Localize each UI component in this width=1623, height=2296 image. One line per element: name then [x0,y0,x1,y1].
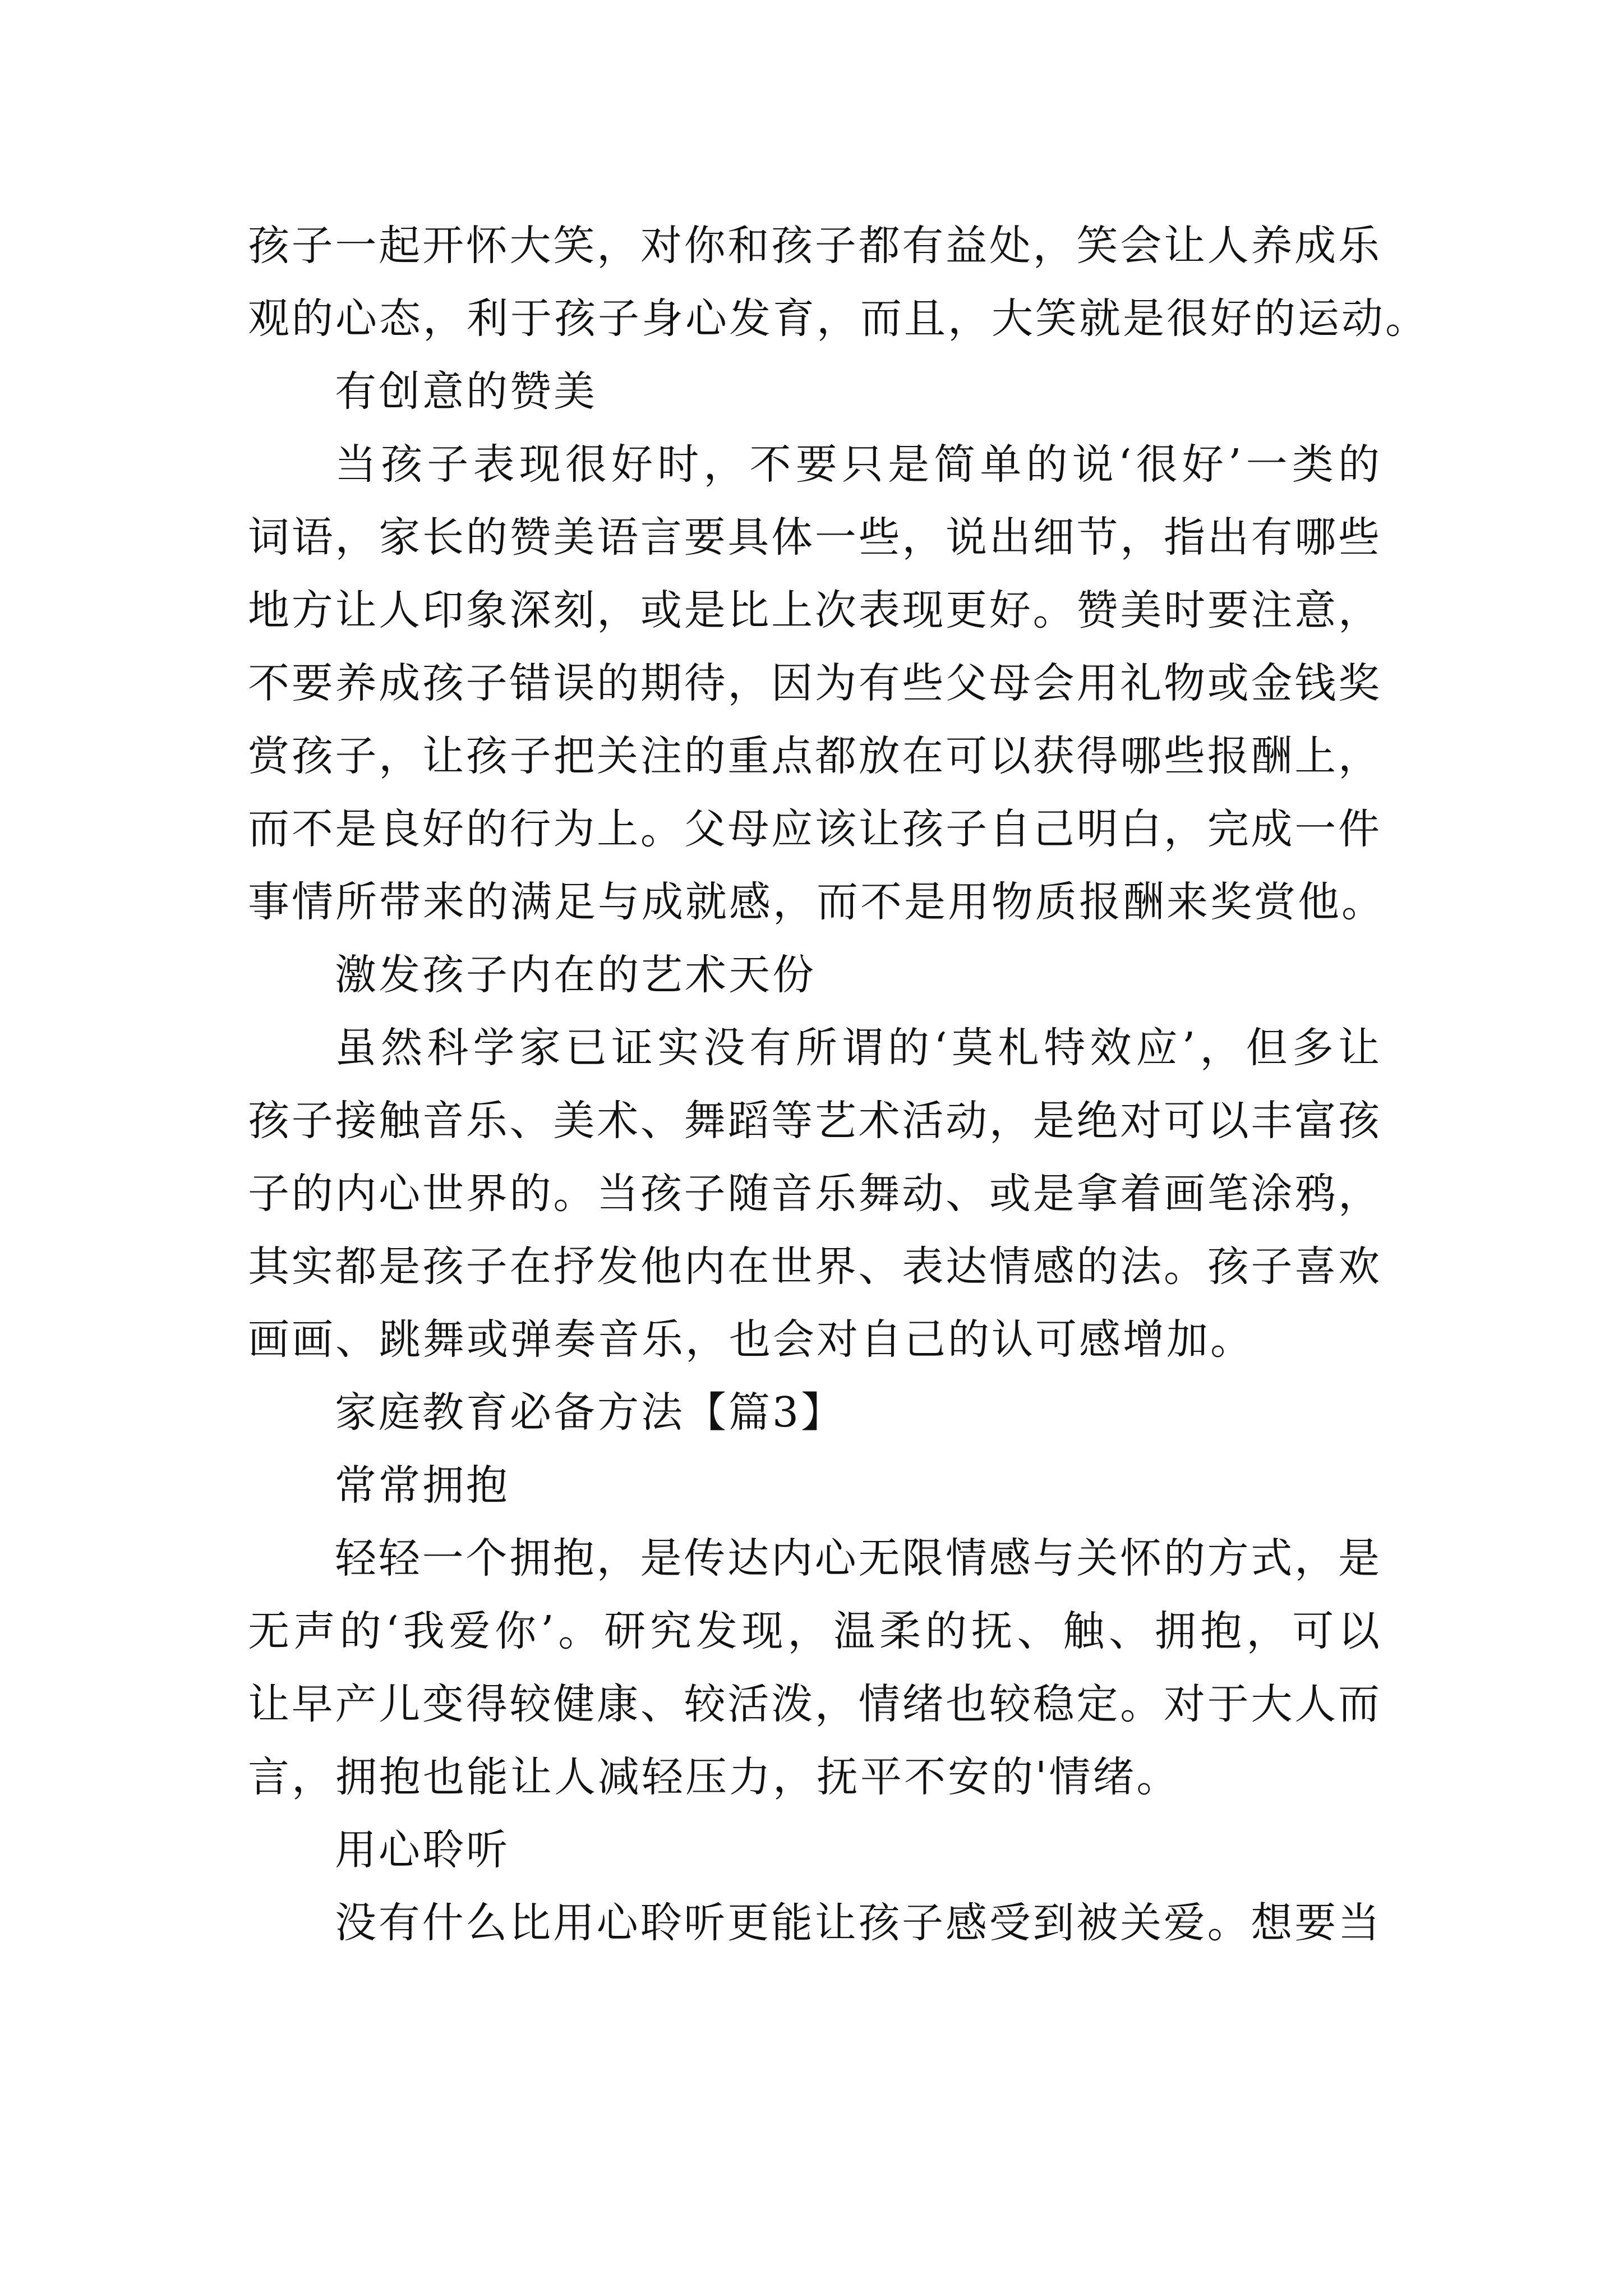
section-heading: 激发孩子内在的艺术天份 [335,951,816,999]
body-line: 词语，家长的赞美语言要具体一些，说出细节，指出有哪些 [248,513,1382,562]
body-line: 无声的‘我爱你’。研究发现，温柔的抚、触、拥抱，可以 [248,1607,1384,1655]
section-heading: 有创意的赞美 [335,367,597,416]
body-line: 子的内心世界的。当孩子随音乐舞动、或是拿着画笔涂鸦， [248,1170,1382,1218]
body-line: 孩子接触音乐、美术、舞蹈等艺术活动，是绝对可以丰富孩 [248,1097,1382,1145]
body-line: 观的心态，利于孩子身心发育，而且，大笑就是很好的运动。 [248,295,1429,343]
body-line: 不要养成孩子错误的期待，因为有些父母会用礼物或金钱奖 [248,659,1382,707]
body-line: 其实都是孩子在抒发他内在世界、表达情感的法。孩子喜欢 [248,1243,1382,1291]
section-heading: 家庭教育必备方法【篇3】 [335,1388,845,1437]
body-line: 地方让人印象深刻，或是比上次表现更好。赞美时要注意， [248,586,1382,634]
body-line: 孩子一起开怀大笑，对你和孩子都有益处，笑会让人养成乐 [248,222,1382,270]
body-line: 事情所带来的满足与成就感，而不是用物质报酬来奖赏他。 [248,878,1385,926]
body-line: 赏孩子，让孩子把关注的重点都放在可以获得哪些报酬上， [248,732,1382,780]
body-line: 画画、跳舞或弹奏音乐，也会对自己的认可感增加。 [248,1315,1254,1364]
paragraph-first-line: 当孩子表现很好时，不要只是简单的说‘很好’一类的 [335,440,1385,489]
body-line: 言，拥抱也能让人减轻压力，抚平不安的'情绪。 [248,1753,1181,1801]
paragraph-first-line: 虽然科学家已证实没有所谓的‘莫札特效应’，但多让 [335,1024,1385,1072]
body-line: 而不是良好的行为上。父母应该让孩子自己明白，完成一件 [248,805,1382,853]
section-heading: 常常拥抱 [335,1461,510,1510]
body-line: 让早产儿变得较健康、较活泼，情绪也较稳定。对于大人而 [248,1680,1382,1728]
paragraph-first-line: 没有什么比用心聆听更能让孩子感受到被关爱。想要当 [335,1899,1382,1947]
section-heading: 用心聆听 [335,1826,510,1874]
paragraph-first-line: 轻轻一个拥抱，是传达内心无限情感与关怀的方式，是 [335,1534,1382,1582]
